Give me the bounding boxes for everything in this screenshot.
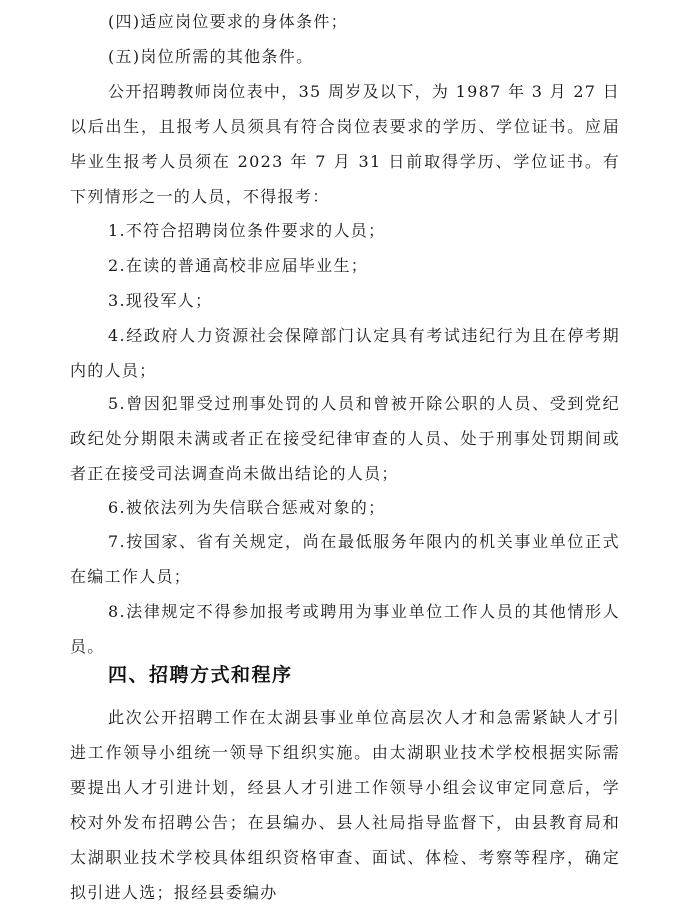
condition-item-5: (五)岗位所需的其他条件。 (108, 47, 314, 66)
exclusion-item-6: 6.被依法列为失信联合惩戒对象的； (108, 498, 386, 517)
exclusion-item-4: 4.经政府人力资源社会保障部门认定具有考试违纪行为且在停考期内的人员； (70, 326, 620, 380)
age-requirement-paragraph: 公开招聘教师岗位表中，35 周岁及以下，为 1987 年 3 月 27 日以后出生，且报考人员须具有符合岗位表要求的学历、学位证书。应届毕业生报考人员须在 2023 年 7 月 31 日前取得学历、学位证书。有下列情形之一的人员，不得报考： (70, 82, 620, 206)
exclusion-item-7: 7.按国家、省有关规定，尚在最低服务年限内的机关事业单位正式在编工作人员； (70, 532, 620, 586)
exclusion-item-3: 3.现役军人； (108, 291, 213, 310)
exclusion-item-5: 5.曾因犯罪受过刑事处罚的人员和曾被开除公职的人员、受到党纪政纪处分期限未满或者正在接受纪律审查的人员、处于刑事处罚期间或者正在接受司法调查尚未做出结论的人员； (70, 394, 620, 483)
exclusion-item-8: 8.法律规定不得参加报考或聘用为事业单位工作人员的其他情形人员。 (70, 602, 620, 656)
exclusion-item-1: 1.不符合招聘岗位条件要求的人员； (108, 221, 386, 240)
section-heading: 四、招聘方式和程序 (108, 664, 293, 686)
exclusion-item-2: 2.在读的普通高校非应届毕业生； (108, 256, 369, 275)
recruitment-procedure-paragraph: 此次公开招聘工作在太湖县事业单位高层次人才和急需紧缺人才引进工作领导小组统一领导下组织实施。由太湖职业技术学校根据实际需要提出人才引进计划，经县人才引进工作领导小组会议审定同意后，学校对外发布招聘公告；在县编办、县人社局指导监督下，由县教育局和太湖职业技术学校具体组织资格审查、面试、体检、考察等程序，确定拟引进人选；报经县委编办 (70, 708, 620, 902)
condition-item-4: (四)适应岗位要求的身体条件； (108, 12, 348, 31)
